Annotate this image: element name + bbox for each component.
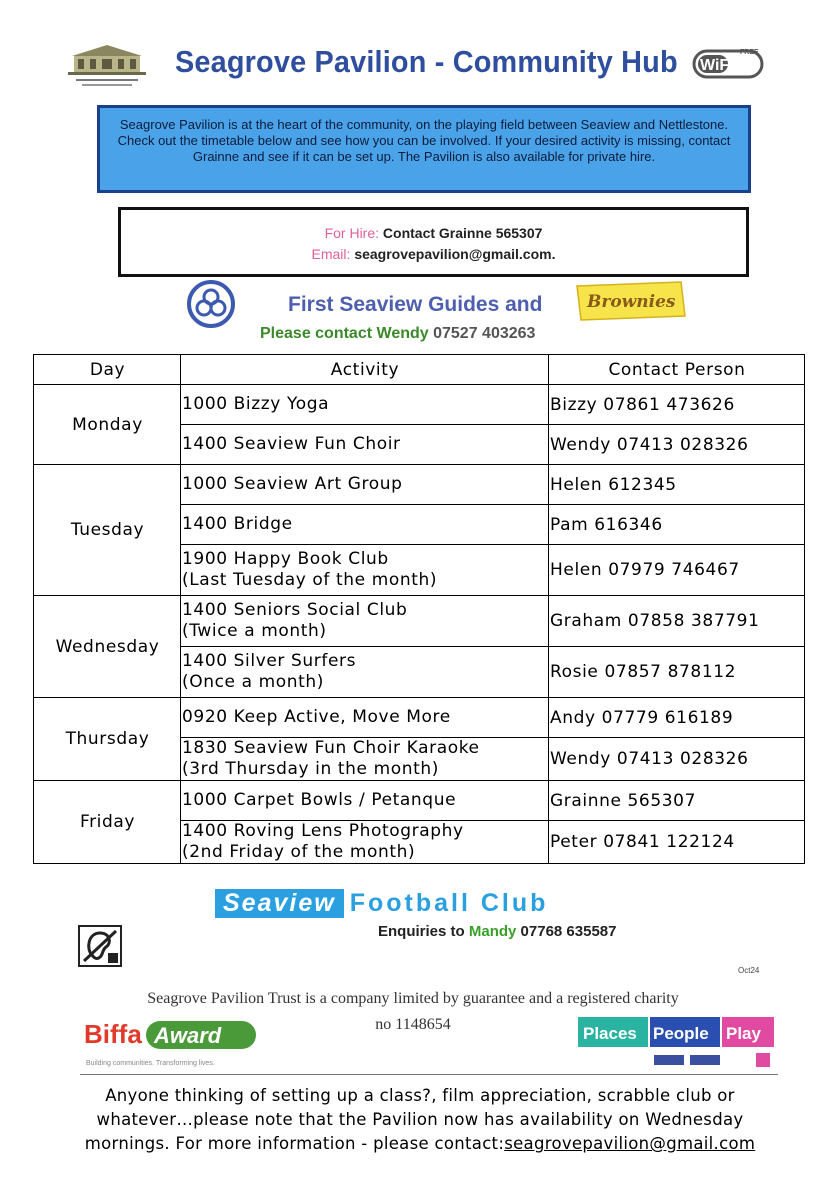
biffa-award-logo — [82, 1013, 262, 1071]
hearing-loop-icon — [78, 925, 122, 967]
activity-name: 1400 Seniors Social Club — [182, 600, 408, 620]
header-day: Day — [34, 355, 181, 385]
biffa-tagline: Building communities. Transforming lives. — [86, 1060, 215, 1067]
activity-cell — [181, 738, 549, 781]
timetable — [33, 354, 805, 864]
contact-cell: Rosie 07857 878112 — [549, 647, 805, 698]
contact-cell: Wendy 07413 028326 — [549, 738, 805, 781]
hire-email[interactable]: seagrovepavilion@gmail.com. — [354, 246, 556, 262]
biffa-text-a: Biffa — [84, 1019, 142, 1049]
intro-text: Seagrove Pavilion is at the heart of the community, on the playing field between Seaview and Nettlestone. Check out the timetable below and see how you can be involved. If your desired activity is missing, contact Grainne and see if it can be set up. The Pavilion is also available for private hire. — [117, 117, 731, 164]
brownies-logo — [573, 280, 688, 322]
guides-title: First Seaview Guides and — [288, 293, 543, 316]
activity-note: (Last Tuesday of the month) — [182, 570, 438, 590]
contact-cell: Pam 616346 — [549, 505, 805, 545]
guides-contact — [260, 325, 535, 343]
guides-trefoil-icon — [180, 280, 242, 330]
page-title: Seagrove Pavilion - Community Hub — [175, 44, 678, 79]
enquiries-person: Mandy — [468, 923, 517, 940]
enquiries-label: Enquiries to — [378, 923, 465, 940]
ppp-text-1: People — [653, 1024, 709, 1043]
activity-cell: 1000 Seaview Art Group — [181, 465, 549, 505]
contact-cell: Graham 07858 387791 — [549, 596, 805, 647]
activity-cell: 1000 Bizzy Yoga — [181, 385, 549, 425]
contact-cell: Peter 07841 122124 — [549, 821, 805, 864]
activity-note: (3rd Thursday in the month) — [182, 759, 439, 779]
activity-name: 1400 Roving Lens Photography — [182, 821, 464, 841]
day-tuesday: Tuesday — [34, 465, 181, 596]
day-monday: Monday — [34, 385, 181, 465]
email-label: Email: — [311, 246, 351, 262]
activity-cell — [181, 545, 549, 596]
header-contact: Contact Person — [549, 355, 805, 385]
table-row — [34, 781, 805, 821]
contact-cell: Grainne 565307 — [549, 781, 805, 821]
table-row — [34, 698, 805, 738]
hire-label: For Hire: — [324, 225, 380, 241]
hire-contact: Contact Grainne 565307 — [382, 225, 543, 241]
day-wednesday: Wednesday — [34, 596, 181, 698]
guides-contact-number: 07527 403263 — [433, 325, 536, 342]
date-code: Oct24 — [738, 966, 760, 975]
day-friday: Friday — [34, 781, 181, 864]
football-enquiries — [378, 923, 616, 940]
table-row — [34, 596, 805, 647]
wifi-free-text: FREE — [740, 49, 759, 56]
contact-cell: Helen 612345 — [549, 465, 805, 505]
divider — [80, 1074, 778, 1075]
ppp-text-0: Places — [583, 1024, 637, 1043]
contact-cell: Andy 07779 616189 — [549, 698, 805, 738]
contact-cell: Bizzy 07861 473626 — [549, 385, 805, 425]
footer-note — [60, 1084, 780, 1156]
intro-box — [97, 105, 751, 193]
activity-cell: 1400 Bridge — [181, 505, 549, 545]
contact-cell: Helen 07979 746467 — [549, 545, 805, 596]
activity-cell — [181, 647, 549, 698]
football-club-logo — [215, 889, 548, 918]
contact-cell: Wendy 07413 028326 — [549, 425, 805, 465]
activity-cell: 1000 Carpet Bowls / Petanque — [181, 781, 549, 821]
hire-box — [118, 207, 749, 277]
football-name-a: Seaview — [215, 889, 344, 918]
day-thursday: Thursday — [34, 698, 181, 781]
header-activity: Activity — [181, 355, 549, 385]
activity-name: 1830 Seaview Fun Choir Karaoke — [182, 738, 480, 758]
footer-text: Anyone thinking of setting up a class?, film appreciation, scrabble club or whatever…please note that the Pavilion now has availability on Wednesday mornings. For more information - please contact: — [84, 1086, 744, 1153]
brownies-text: Brownies — [587, 292, 676, 312]
footer-email-link[interactable]: seagrovepavilion@gmail.com — [504, 1134, 756, 1153]
trust-statement: Seagrove Pavilion Trust is a company limited by guarantee and a registered charity no 1148654 — [147, 990, 679, 1033]
activity-cell — [181, 821, 549, 864]
biffa-text-b: Award — [154, 1023, 222, 1048]
pavilion-logo-icon — [62, 42, 152, 92]
activity-name: 1400 Silver Surfers — [182, 651, 357, 671]
places-people-play-logo — [578, 1013, 778, 1071]
football-name-b: Football Club — [349, 889, 549, 917]
table-row — [34, 465, 805, 505]
guides-contact-label: Please contact Wendy — [260, 325, 429, 342]
activity-name: 1900 Happy Book Club — [182, 549, 389, 569]
activity-note: (Twice a month) — [182, 621, 327, 641]
activity-note: (2nd Friday of the month) — [182, 842, 416, 862]
activity-cell — [181, 596, 549, 647]
activity-cell: 0920 Keep Active, Move More — [181, 698, 549, 738]
table-header-row — [34, 355, 805, 385]
wifi-text: WiFi — [700, 57, 734, 74]
activity-cell: 1400 Seaview Fun Choir — [181, 425, 549, 465]
ppp-text-2: Play — [726, 1024, 761, 1043]
enquiries-number: 07768 635587 — [520, 923, 617, 940]
table-row — [34, 385, 805, 425]
activity-note: (Once a month) — [182, 672, 325, 692]
wifi-badge — [692, 45, 764, 81]
